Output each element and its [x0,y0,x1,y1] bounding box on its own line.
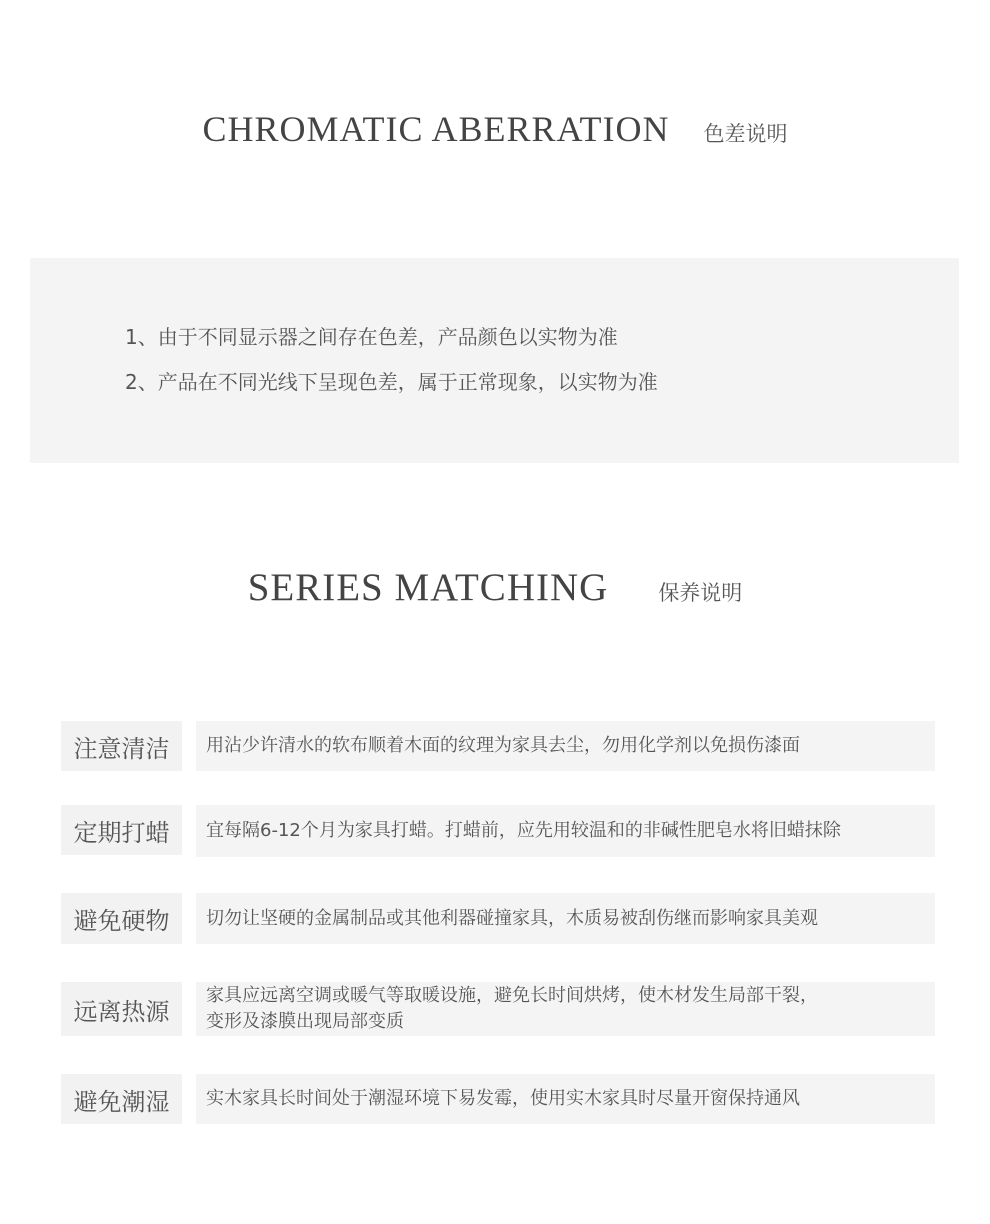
care-title: 定期打蜡 [61,805,182,855]
chromatic-heading [0,108,990,150]
care-description-text: 用沾少许清水的软布顺着木面的纹理为家具去尘，勿用化学剂以免损伤漆面 [206,735,800,756]
care-title: 避免潮湿 [61,1074,182,1124]
care-description [196,805,935,857]
care-description-text: 实木家具长时间处于潮湿环境下易发霉，使用实木家具时尽量开窗保持通风 [206,1088,800,1109]
chromatic-note-2: 2、产品在不同光线下呈现色差，属于正常现象，以实物为准 [125,370,658,394]
care-description-text: 宜每隔6-12个月为家具打蜡。打蜡前，应先用较温和的非碱性肥皂水将旧蜡抹除 [206,820,841,841]
care-description [196,893,935,944]
care-description-line-1: 家具应远离空调或暖气等取暖设施，避免长时间烘烤，使木材发生局部干裂， [206,985,818,1006]
series-heading [0,565,990,610]
care-title: 避免硬物 [61,893,182,944]
chromatic-title-en: CHROMATIC ABERRATION [202,109,670,149]
care-description-line-2: 变形及漆膜出现局部变质 [206,1011,404,1032]
series-title-zh: 保养说明 [658,581,743,605]
care-title: 注意清洁 [61,721,182,771]
care-description [196,1074,935,1124]
care-title: 远离热源 [61,982,182,1036]
care-description-text: 切勿让坚硬的金属制品或其他利器碰撞家具，木质易被刮伤继而影响家具美观 [206,907,818,929]
care-description [196,982,935,1036]
chromatic-note-box [30,258,959,463]
care-description [196,721,935,771]
chromatic-note-1: 1、由于不同显示器之间存在色差，产品颜色以实物为准 [125,325,618,349]
series-title-en: SERIES MATCHING [247,566,609,609]
chromatic-title-zh: 色差说明 [703,122,788,146]
